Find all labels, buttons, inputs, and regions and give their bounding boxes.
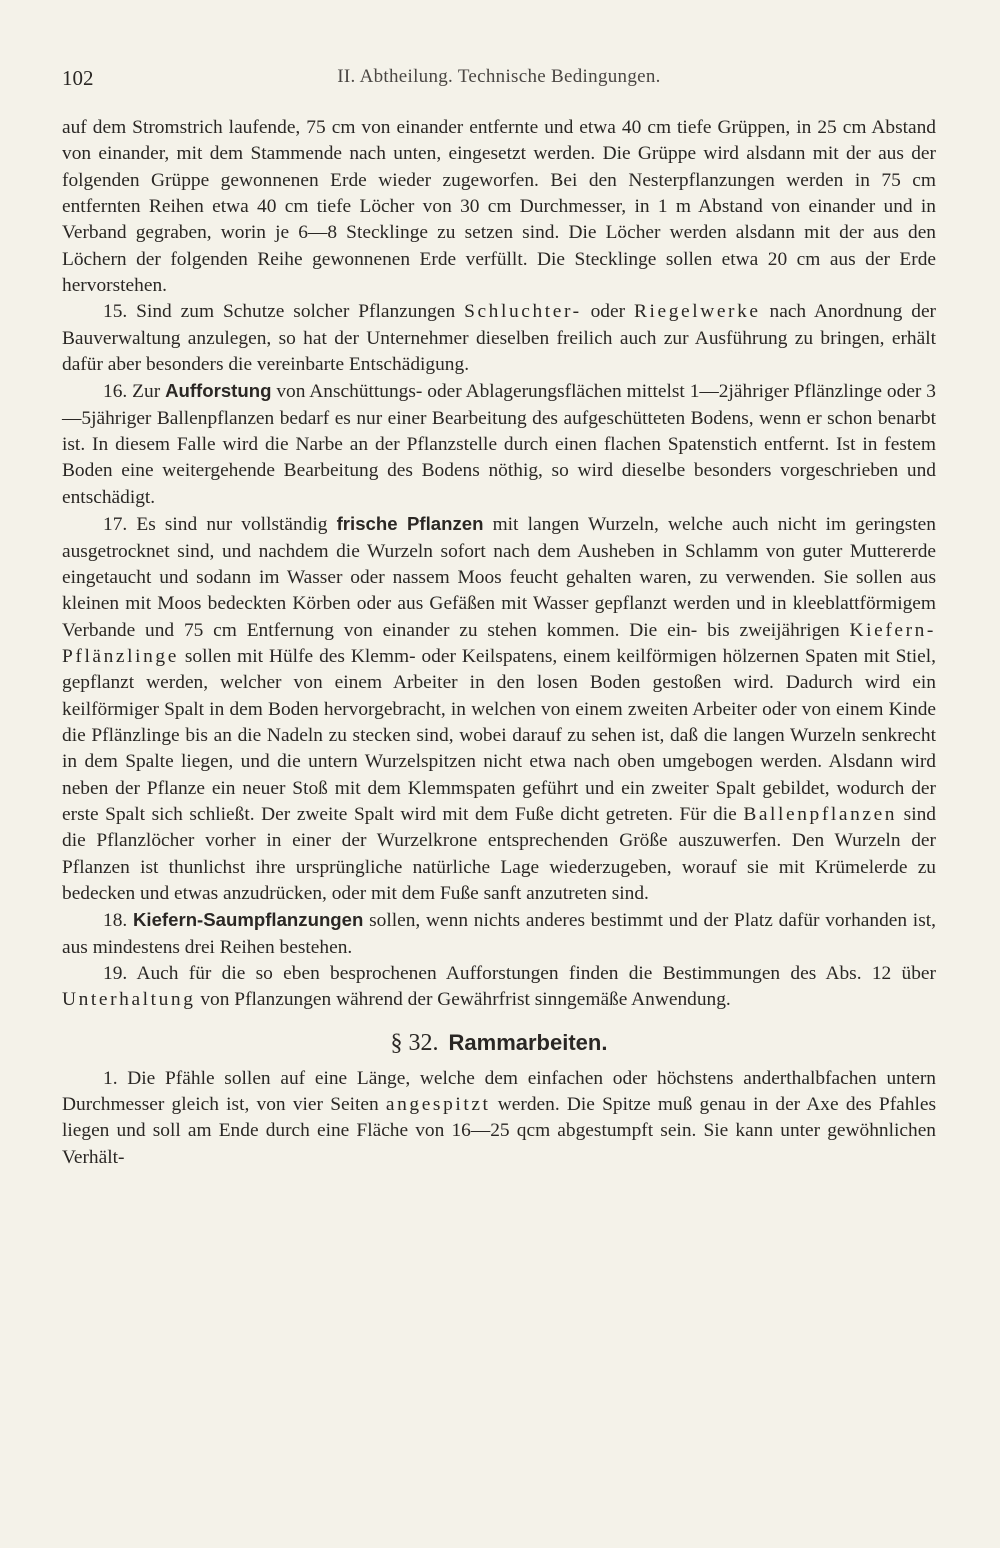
page-number: 102: [62, 66, 94, 90]
spaced-term: Ballenpflanzen: [743, 803, 898, 825]
paragraph-15: 15. Sind zum Schutze solcher Pflanzungen Schluchter- oder Riegelwerke nach Anordnung der Bauverwaltung anzulegen, so hat der Unternehmer dieselben freilich auch zur Ausführung zu bringen, erhält dafür aber besonders die vereinbarte Entschädigung.: [62, 301, 937, 376]
paragraph-19: 19. Auch für die so eben besprochenen Aufforstungen finden die Bestimmungen des Abs. 12 über Unterhaltung von Pflanzungen während der Gewährfrist sinngemäße Anwendung.: [62, 963, 936, 1011]
spaced-term: Schluchter-: [464, 301, 582, 323]
running-title: II. Abtheilung. Technische Bedingungen.: [337, 66, 661, 87]
paragraph-16: 16. Zur Aufforstung von Anschüttungs- oder Ablagerungsflächen mittelst 1—2jähriger Pflänzlinge oder 3—5jähriger Ballenpflanzen bedarf es nur einer Bearbeitung des aufgeschütteten Bodens, wenn er schon benarbt ist. In diesem Falle wird die Narbe an der Pflanzstelle durch einen flachen Spatenstich entfernt. Ist in festem Boden eine weitergehende Bearbeitung des Bodens nöthig, so wird dieselbe besonders vorgeschrieben und entschädigt.: [62, 380, 936, 508]
paragraph-continued: auf dem Stromstrich laufende, 75 cm von einander entfernte und etwa 40 cm tiefe Grüppen, in 25 cm Abstand von einander, mit dem Stammende nach unten, eingesetzt werden. Die Grüppe wird alsdann mit der aus der folgenden Grüppe gewonnenen Erde wieder zugeworfen. Bei den Nesterpflanzungen werden in 75 cm entfernten Reihen etwa 40 cm tiefe Löcher von 30 cm Durchmesser, in 1 m Abstand von einander und in Verband gegraben, worin je 6—8 Stecklinge zu setzen sind. Die Löcher werden alsdann mit der aus den Löchern der folgenden Reihe gewonnenen Erde verfüllt. Die Stecklinge sollen etwa 20 cm aus der Erde hervorstehen.: [62, 117, 936, 297]
bold-term: frische Pflanzen: [336, 513, 484, 535]
section-heading: [62, 1028, 936, 1058]
spaced-term: Kiefern-Pflänzlinge: [62, 619, 936, 667]
bold-term: Kiefern-Saumpflanzungen: [132, 909, 364, 931]
page-body: [62, 115, 936, 1171]
page-header: [62, 66, 936, 92]
spaced-term: angespitzt: [385, 1094, 491, 1116]
paragraph-18: 18. Kiefern-Saumpflanzungen sollen, wenn nichts anderes bestimmt und der Platz dafür vorhanden ist, aus mindestens drei Reihen bestehen.: [62, 909, 936, 958]
bold-term: Aufforstung: [165, 380, 272, 402]
spaced-term: Unterhaltung: [62, 989, 196, 1011]
section-paragraph-1: 1. Die Pfähle sollen auf eine Länge, welche dem einfachen oder höchstens anderthalbfachen untern Durchmesser gleich ist, von vier Seiten angespitzt werden. Die Spitze muß genau in der Axe des Pfahles liegen und soll am Ende durch eine Fläche von 16—25 qcm abgestumpft sein. Sie kann unter gewöhnlichen Verhält-: [62, 1067, 936, 1168]
section-title: Rammarbeiten.: [448, 1029, 608, 1055]
section-number: § 32.: [390, 1029, 439, 1056]
paragraph-17: 17. Es sind nur vollständig frische Pflanzen mit langen Wurzeln, welche auch nicht im geringsten ausgetrocknet sind, und nachdem die Wurzeln sofort nach dem Ausheben in Schlamm von guter Muttererde eingetaucht und sodann im Wasser oder nassem Moos feucht gehalten waren, zu verwenden. Sie sollen aus kleinen mit Moos bedeckten Körben oder aus Gefäßen mit Wasser gepflanzt werden und in kleeblattförmigem Verbande und 75 cm Entfernung von einander zu stehen kommen. Die ein- bis zweijährigen Kiefern-Pflänzlinge sollen mit Hülfe des Klemm- oder Keilspatens, einem keilförmigen hölzernen Spaten mit Stiel, gepflanzt werden, welcher von einem Arbeiter in den losen Boden gestoßen wird. Dadurch wird ein keilförmiger Spalt in dem Boden hervorgebracht, in welchen von einem zweiten Arbeiter oder von einem Kinde die Pflänzlinge bis an die Nadeln zu stecken sind, wobei darauf zu sehen ist, daß die langen Wurzeln senkrecht in dem Spalte liegen, und die untern Wurzelspitzen nicht etwa nach oben umgebogen werden. Alsdann wird neben der Pflanze ein neuer Stoß mit dem Klemmspaten geführt und ein zweiter Spalt gebildet, wodurch der erste Spalt sich schließt. Der zweite Spalt wird mit dem Fuße dicht getreten. Für die Ballenpflanzen sind die Pflanzlöcher vorher in einer der Wurzelkrone entsprechenden Größe auszuwerfen. Den Wurzeln der Pflanzen ist thunlichst ihre ursprüngliche natürliche Lage wiederzugeben, worauf sie mit Krümelerde zu bedecken und etwas anzudrücken, oder mit dem Fuße sanft anzutreten sind.: [62, 513, 936, 904]
spaced-term: Riegelwerke: [634, 301, 761, 323]
